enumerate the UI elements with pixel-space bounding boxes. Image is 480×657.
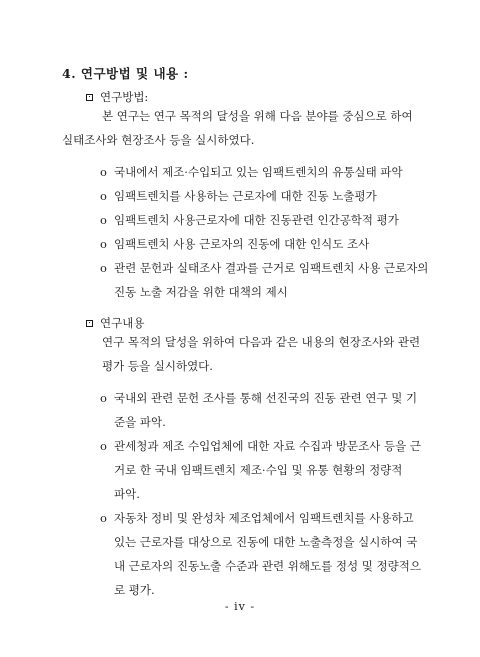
methods-item-4-line1: 임팩트렌치 사용 근로자의 진동에 대한 인식도 조사 xyxy=(114,237,370,251)
bullet-mark: o xyxy=(100,165,107,179)
bullet-mark: o xyxy=(100,189,107,203)
methods-item-3-line1: 임팩트렌치 사용근로자에 대한 진동관련 인간공학적 평가 xyxy=(114,213,399,227)
square-bullet-icon xyxy=(86,94,93,101)
contents-item-3-line2: 있는 근로자를 대상으로 진동에 대한 노출측정을 실시하여 국 xyxy=(114,535,418,549)
square-bullet-icon xyxy=(86,320,93,327)
contents-subheading xyxy=(86,315,144,331)
methods-item-2-line1: 임팩트렌치를 사용하는 근로자에 대한 진동 노출평가 xyxy=(114,189,377,203)
contents-item-3 xyxy=(100,506,414,530)
page-number: - iv - xyxy=(224,600,256,613)
methods-item-3 xyxy=(100,208,399,232)
methods-item-1-line1: 국내에서 제조·수입되고 있는 임팩트렌치의 유통실태 파악 xyxy=(114,165,403,179)
bullet-mark: o xyxy=(100,213,107,227)
contents-title: 연구내용 xyxy=(100,316,145,330)
contents-intro-line1: 연구 목적의 달성을 위하여 다음과 같은 내용의 현장조사와 관련 xyxy=(102,335,421,349)
bullet-mark: o xyxy=(100,511,107,525)
contents-item-3-line4: 로 평가. xyxy=(114,583,155,597)
contents-item-2 xyxy=(100,434,421,458)
contents-item-2-line3: 파악. xyxy=(114,487,140,501)
contents-item-1-line1: 국내외 관련 문헌 조사를 통해 선진국의 진동 관련 연구 및 기 xyxy=(114,391,418,405)
methods-item-1 xyxy=(100,160,403,184)
methods-intro-line1: 본 연구는 연구 목적의 달성을 위해 다음 분야를 중심으로 하여 xyxy=(102,109,413,123)
methods-subheading xyxy=(86,89,148,105)
contents-item-2-line1: 관세청과 제조 수입업체에 대한 자료 수집과 방문조사 등을 근 xyxy=(114,439,421,453)
contents-item-3-line3: 내 근로자의 진동노출 수준과 관련 위해도를 정성 및 정량적으 xyxy=(114,559,421,573)
methods-item-5 xyxy=(100,256,428,280)
contents-item-3-line1: 자동차 정비 및 완성차 제조업체에서 임팩트렌치를 사용하고 xyxy=(114,511,414,525)
contents-intro-line2: 평가 등을 실시하였다. xyxy=(102,359,213,373)
methods-title: 연구방법: xyxy=(100,90,149,104)
bullet-mark: o xyxy=(100,391,107,405)
bullet-mark: o xyxy=(100,261,107,275)
bullet-mark: o xyxy=(100,237,107,251)
methods-item-5-line1: 관련 문헌과 실태조사 결과를 근거로 임팩트렌치 사용 근로자의 xyxy=(114,261,429,275)
bullet-mark: o xyxy=(100,439,107,453)
section-heading: 4. 연구방법 및 내용 : xyxy=(62,66,189,81)
methods-item-2 xyxy=(100,184,377,208)
methods-item-4 xyxy=(100,232,369,256)
methods-item-5-line2: 진동 노출 저감을 위한 대책의 제시 xyxy=(114,285,288,299)
contents-item-1 xyxy=(100,386,417,410)
methods-intro-line2: 실태조사와 현장조사 등을 실시하였다. xyxy=(62,133,255,147)
contents-item-1-line2: 준을 파악. xyxy=(114,415,166,429)
contents-item-2-line2: 거로 한 국내 임팩트렌치 제조·수입 및 유통 현황의 정량적 xyxy=(114,463,403,477)
